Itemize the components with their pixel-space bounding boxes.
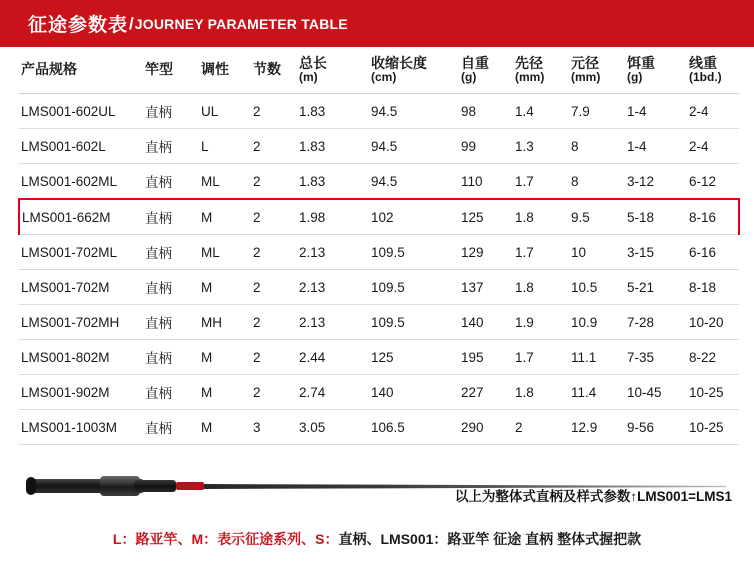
cell-line-weight: 2-4: [689, 94, 739, 129]
cell-product-spec: LMS001-602ML: [19, 164, 145, 200]
cell-action: L: [201, 129, 253, 164]
table-row: [19, 129, 739, 164]
column-header-action: [201, 47, 253, 94]
cell-sections: 2: [253, 199, 299, 235]
cell-product-spec: LMS001-902M: [19, 375, 145, 410]
cell-tip-diameter: 1.7: [515, 235, 571, 270]
cell-lure-weight: 7-28: [627, 305, 689, 340]
footer-note-part1: L：路亚竿、M：表示征途系列、S：: [112, 531, 339, 547]
cell-sections: 2: [253, 235, 299, 270]
cell-product-spec: LMS001-662M: [19, 199, 145, 235]
table-row: [19, 94, 739, 129]
cell-butt-diameter: 10.9: [571, 305, 627, 340]
cell-lure-weight: 7-35: [627, 340, 689, 375]
cell-collapsed-length: 106.5: [371, 410, 461, 445]
cell-collapsed-length: 125: [371, 340, 461, 375]
cell-weight: 129: [461, 235, 515, 270]
cell-total-length: 2.44: [299, 340, 371, 375]
column-unit: (mm): [571, 69, 601, 84]
column-header-tip-diameter: [515, 47, 571, 94]
cell-action: ML: [201, 164, 253, 200]
table-row: [19, 305, 739, 340]
rod-butt-cap: [26, 477, 36, 495]
cell-tip-diameter: 2: [515, 410, 571, 445]
table-row: [19, 270, 739, 305]
cell-rod-type: 直柄: [145, 164, 201, 200]
cell-rod-type: 直柄: [145, 410, 201, 445]
column-label: 自重: [461, 54, 489, 71]
cell-collapsed-length: 94.5: [371, 164, 461, 200]
cell-line-weight: 10-25: [689, 375, 739, 410]
column-unit: (g): [461, 69, 477, 84]
cell-total-length: 1.83: [299, 94, 371, 129]
cell-lure-weight: 1-4: [627, 129, 689, 164]
cell-weight: 137: [461, 270, 515, 305]
cell-weight: 140: [461, 305, 515, 340]
cell-total-length: 3.05: [299, 410, 371, 445]
table-row: [19, 164, 739, 200]
cell-collapsed-length: 109.5: [371, 270, 461, 305]
column-label: 调性: [201, 61, 229, 77]
cell-action: MH: [201, 305, 253, 340]
table-row: [19, 235, 739, 270]
table-row: [19, 340, 739, 375]
rod-illustration-area: [0, 451, 754, 517]
footer-note: [0, 529, 754, 549]
cell-collapsed-length: 94.5: [371, 94, 461, 129]
cell-lure-weight: 3-12: [627, 164, 689, 200]
footer-note-part2: 直柄、LMS001：路亚竿 征途 直柄 整体式握把款: [338, 531, 642, 547]
column-label: 先径: [515, 54, 543, 71]
cell-total-length: 1.83: [299, 129, 371, 164]
column-label: 线重: [689, 54, 717, 71]
cell-total-length: 1.98: [299, 199, 371, 235]
cell-butt-diameter: 8: [571, 129, 627, 164]
cell-line-weight: 10-25: [689, 410, 739, 445]
cell-butt-diameter: 12.9: [571, 410, 627, 445]
cell-butt-diameter: 11.4: [571, 375, 627, 410]
cell-total-length: 2.74: [299, 375, 371, 410]
page-header: [0, 0, 754, 47]
cell-line-weight: 6-12: [689, 164, 739, 200]
cell-collapsed-length: 109.5: [371, 235, 461, 270]
cell-total-length: 1.83: [299, 164, 371, 200]
column-unit: (1bd.): [689, 69, 722, 84]
column-header-butt-diameter: [571, 47, 627, 94]
cell-tip-diameter: 1.7: [515, 340, 571, 375]
column-label: 节数: [253, 61, 281, 77]
cell-tip-diameter: 1.8: [515, 270, 571, 305]
cell-tip-diameter: 1.3: [515, 129, 571, 164]
cell-total-length: 2.13: [299, 305, 371, 340]
cell-weight: 195: [461, 340, 515, 375]
page-title-en: JOURNEY PARAMETER TABLE: [134, 15, 348, 32]
cell-rod-type: 直柄: [145, 305, 201, 340]
cell-butt-diameter: 10.5: [571, 270, 627, 305]
cell-butt-diameter: 10: [571, 235, 627, 270]
cell-tip-diameter: 1.7: [515, 164, 571, 200]
cell-sections: 2: [253, 270, 299, 305]
cell-lure-weight: 1-4: [627, 94, 689, 129]
cell-tip-diameter: 1.8: [515, 199, 571, 235]
cell-line-weight: 8-18: [689, 270, 739, 305]
spec-table: [18, 47, 740, 445]
title-separator: /: [129, 13, 134, 33]
cell-weight: 98: [461, 94, 515, 129]
column-label: 总长: [299, 54, 327, 71]
cell-sections: 2: [253, 164, 299, 200]
cell-product-spec: LMS001-602UL: [19, 94, 145, 129]
column-header-total-length: [299, 47, 371, 94]
cell-action: M: [201, 270, 253, 305]
column-header-lure-weight: [627, 47, 689, 94]
cell-weight: 125: [461, 199, 515, 235]
table-row: [19, 375, 739, 410]
column-label: 元径: [571, 54, 599, 71]
cell-rod-type: 直柄: [145, 199, 201, 235]
cell-action: M: [201, 340, 253, 375]
column-header-line-weight: [689, 47, 739, 94]
cell-weight: 290: [461, 410, 515, 445]
cell-rod-type: 直柄: [145, 94, 201, 129]
cell-product-spec: LMS001-702ML: [19, 235, 145, 270]
cell-lure-weight: 3-15: [627, 235, 689, 270]
cell-rod-type: 直柄: [145, 340, 201, 375]
column-unit: (cm): [371, 69, 397, 84]
cell-sections: 2: [253, 129, 299, 164]
cell-collapsed-length: 94.5: [371, 129, 461, 164]
cell-sections: 3: [253, 410, 299, 445]
column-unit: (m): [299, 69, 318, 84]
table-row-highlighted: [19, 199, 739, 235]
cell-collapsed-length: 140: [371, 375, 461, 410]
cell-product-spec: LMS001-702M: [19, 270, 145, 305]
column-label: 产品规格: [21, 61, 77, 77]
cell-rod-type: 直柄: [145, 129, 201, 164]
cell-weight: 99: [461, 129, 515, 164]
cell-butt-diameter: 8: [571, 164, 627, 200]
column-unit: (mm): [515, 69, 545, 84]
column-label: 竿型: [145, 61, 173, 77]
cell-sections: 2: [253, 94, 299, 129]
cell-action: M: [201, 375, 253, 410]
cell-rod-type: 直柄: [145, 375, 201, 410]
cell-lure-weight: 10-45: [627, 375, 689, 410]
cell-lure-weight: 9-56: [627, 410, 689, 445]
cell-butt-diameter: 7.9: [571, 94, 627, 129]
spec-table-head: [19, 47, 739, 94]
cell-sections: 2: [253, 305, 299, 340]
column-label: 饵重: [627, 54, 655, 71]
cell-action: ML: [201, 235, 253, 270]
cell-tip-diameter: 1.9: [515, 305, 571, 340]
cell-action: UL: [201, 94, 253, 129]
cell-line-weight: 8-22: [689, 340, 739, 375]
cell-product-spec: LMS001-602L: [19, 129, 145, 164]
cell-lure-weight: 5-18: [627, 199, 689, 235]
cell-line-weight: 6-16: [689, 235, 739, 270]
column-label: 收缩长度: [371, 54, 427, 71]
cell-product-spec: LMS001-702MH: [19, 305, 145, 340]
cell-sections: 2: [253, 375, 299, 410]
table-header-row: [19, 47, 739, 94]
cell-rod-type: 直柄: [145, 270, 201, 305]
cell-total-length: 2.13: [299, 270, 371, 305]
cell-butt-diameter: 11.1: [571, 340, 627, 375]
rod-red-band: [176, 482, 204, 490]
cell-weight: 227: [461, 375, 515, 410]
column-unit: (g): [627, 69, 643, 84]
cell-product-spec: LMS001-1003M: [19, 410, 145, 445]
cell-rod-type: 直柄: [145, 235, 201, 270]
note-above-footer: 以上为整体式直柄及样式参数↑LMS001=LMS1: [454, 489, 732, 504]
column-header-sections: [253, 47, 299, 94]
column-header-rod-type: [145, 47, 201, 94]
cell-action: M: [201, 199, 253, 235]
cell-butt-diameter: 9.5: [571, 199, 627, 235]
cell-tip-diameter: 1.8: [515, 375, 571, 410]
cell-lure-weight: 5-21: [627, 270, 689, 305]
cell-line-weight: 10-20: [689, 305, 739, 340]
table-row: [19, 410, 739, 445]
cell-sections: 2: [253, 340, 299, 375]
cell-line-weight: 8-16: [689, 199, 739, 235]
page-title-cn: 征途参数表: [28, 15, 129, 36]
spec-table-body: [19, 94, 739, 445]
rod-fore-grip: [134, 480, 176, 492]
cell-total-length: 2.13: [299, 235, 371, 270]
cell-action: M: [201, 410, 253, 445]
cell-collapsed-length: 109.5: [371, 305, 461, 340]
cell-tip-diameter: 1.4: [515, 94, 571, 129]
spec-table-wrap: [0, 47, 754, 445]
cell-product-spec: LMS001-802M: [19, 340, 145, 375]
column-header-weight: [461, 47, 515, 94]
column-header-collapsed-length: [371, 47, 461, 94]
cell-weight: 110: [461, 164, 515, 200]
cell-collapsed-length: 102: [371, 199, 461, 235]
cell-line-weight: 2-4: [689, 129, 739, 164]
column-header-product-spec: [19, 47, 145, 94]
